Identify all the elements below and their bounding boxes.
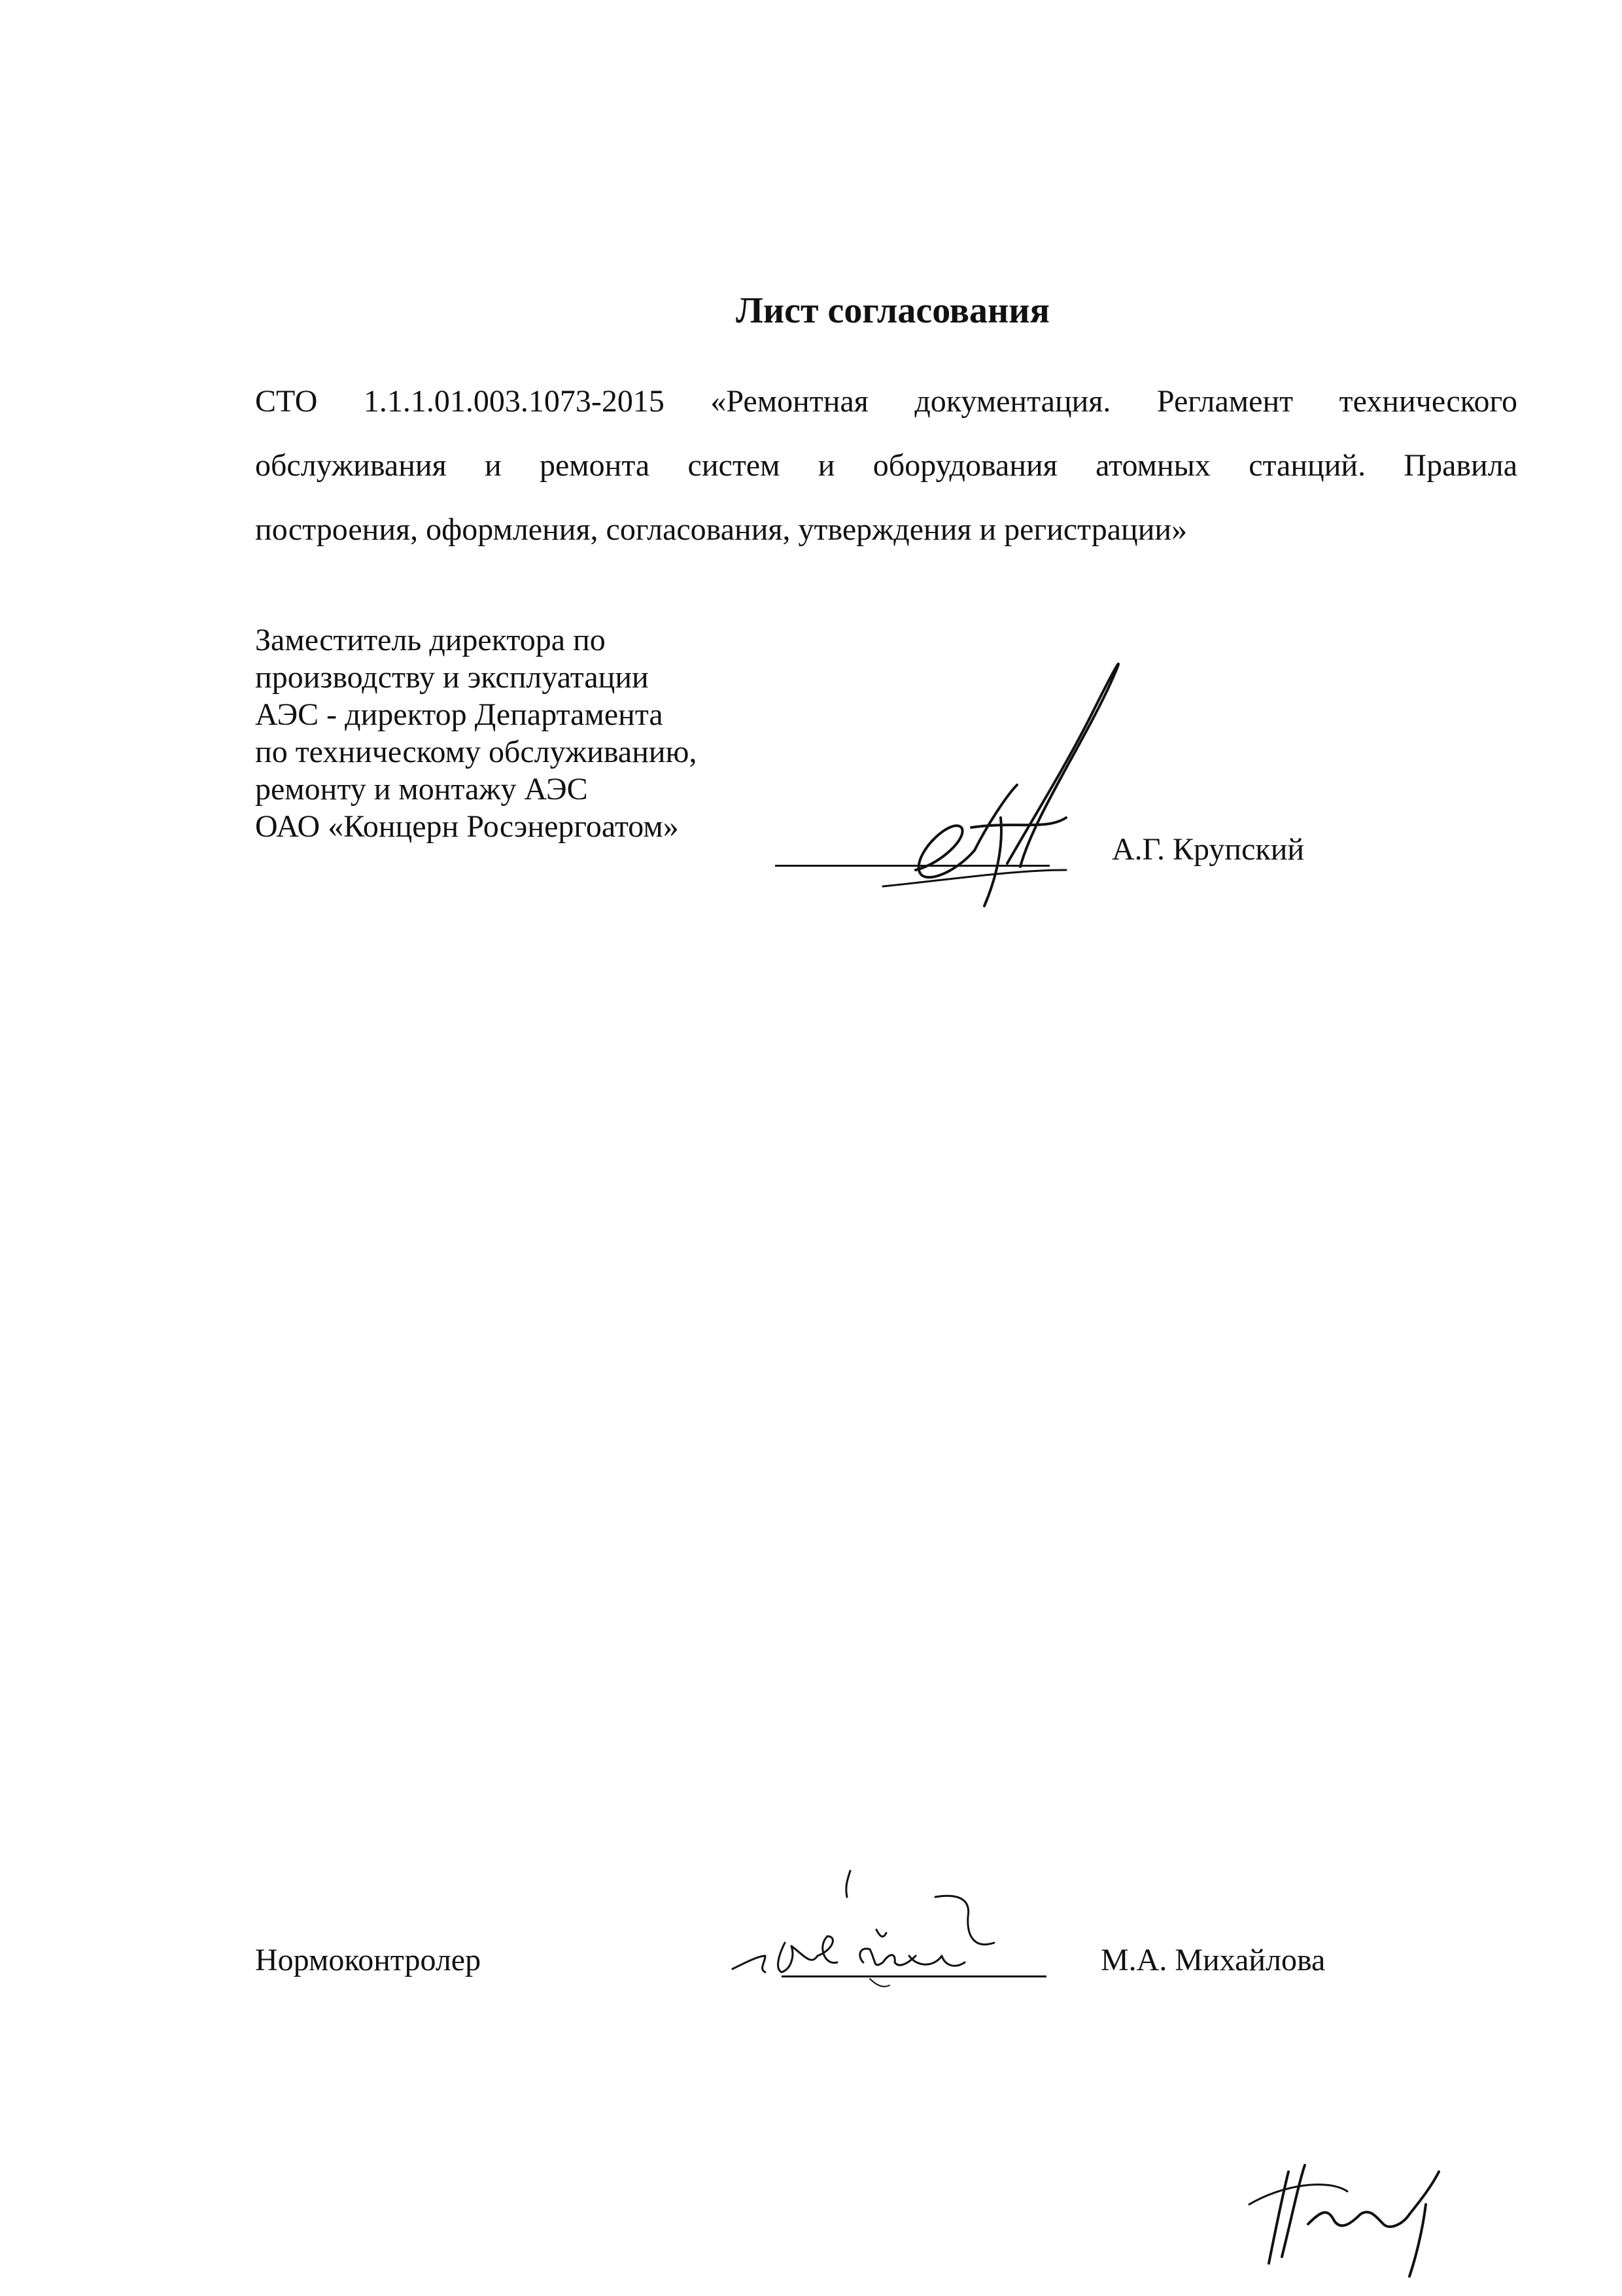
description-line: СТО 1.1.1.01.003.1073-2015 «Ремонтная документация. Регламент технического	[255, 384, 1517, 419]
position-line: ремонту и монтажу АЭС	[255, 772, 588, 807]
document-description	[255, 370, 1517, 562]
page-title: Лист согласования	[736, 290, 1050, 331]
handwritten-signature	[719, 1858, 1033, 2008]
normcontroller-name: М.А. Михайлова	[1101, 1943, 1326, 1977]
position-line: производству и эксплуатации	[255, 660, 649, 695]
position-line: Заместитель директора по	[255, 623, 606, 657]
position-line: АЭС - директор Департамента	[255, 697, 663, 732]
normcontrol-position: Нормоконтролер	[255, 1943, 481, 1977]
handwritten-signature	[870, 654, 1145, 909]
approver-name: А.Г. Крупский	[1112, 832, 1305, 867]
description-line: обслуживания и ремонта систем и оборудования атомных станций. Правила	[255, 448, 1517, 483]
handwritten-initials	[1243, 2132, 1491, 2283]
position-line: ОАО «Концерн Росэнергоатом»	[255, 809, 679, 844]
position-line: по техническому обслуживанию,	[255, 735, 697, 769]
description-line: построения, оформления, согласования, утверждения и регистрации»	[255, 512, 1188, 547]
approver-position	[255, 621, 844, 845]
